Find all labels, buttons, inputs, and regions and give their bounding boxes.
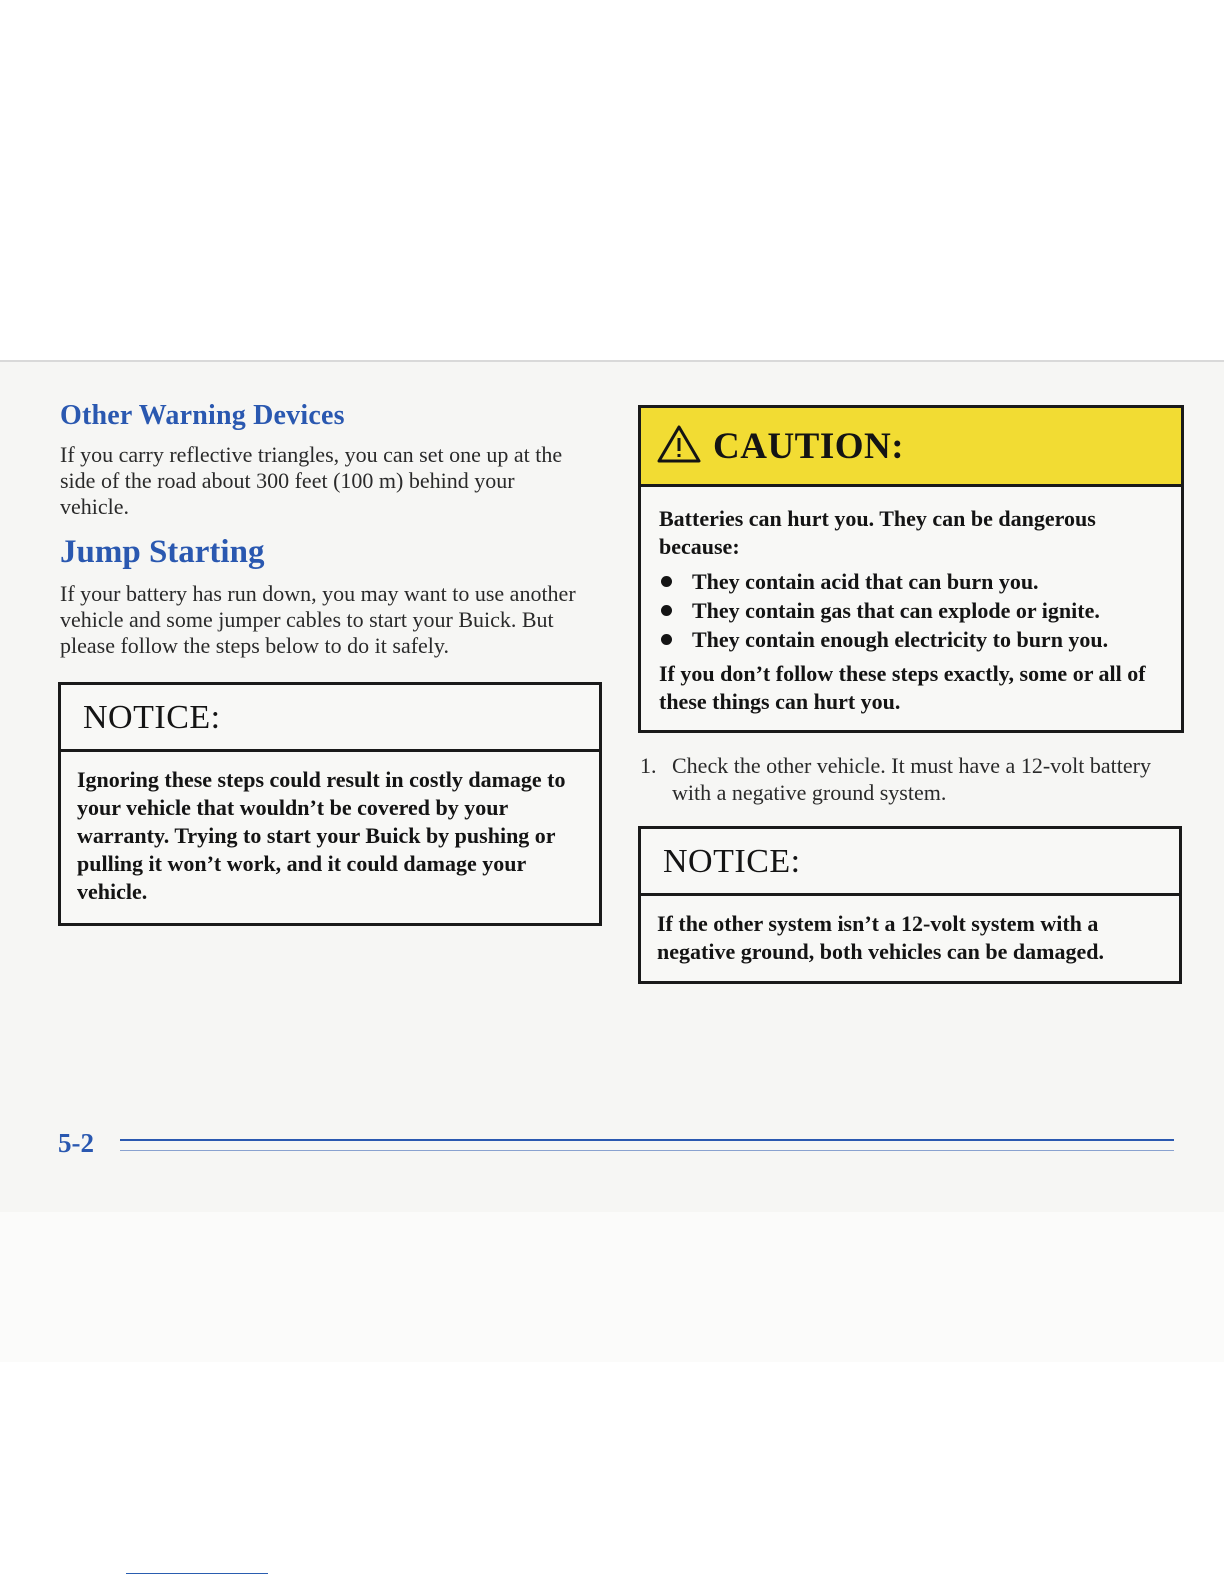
- bullet-dot-icon: [661, 634, 672, 645]
- notice-text-2: If the other system isn’t a 12-volt system with a negative ground, both vehicles can be damaged.: [657, 911, 1104, 964]
- bottom-rule: [126, 1573, 268, 1574]
- caution-bullet-item: [659, 625, 1163, 654]
- caution-body: [641, 487, 1181, 716]
- caution-box: [638, 405, 1184, 733]
- bullet-dot-icon: [661, 605, 672, 616]
- notice-box-1: [58, 682, 602, 926]
- jump-starting-text: If your battery has run down, you may want to use another vehicle and some jumper cables to start your Buick. But please follow the steps below to do it safely.: [60, 581, 576, 658]
- footer-rule: [120, 1139, 1174, 1141]
- caution-bullet-item: [659, 567, 1163, 596]
- caution-title: CAUTION:: [713, 425, 905, 467]
- step-number: 1.: [640, 753, 657, 778]
- notice-title-1: NOTICE:: [61, 685, 599, 752]
- caution-bullet-text: They contain gas that can explode or ignite.: [692, 597, 1100, 623]
- caution-closing: If you don’t follow these steps exactly, some or all of these things can hurt you.: [659, 661, 1146, 714]
- notice-text-1: Ignoring these steps could result in costly damage to your vehicle that wouldn’t be covered by your warranty. Trying to start your Buick by pushing or pulling it won’t work, and it could damage your vehicle.: [77, 767, 566, 904]
- step-1: [640, 752, 1160, 806]
- caution-intro: Batteries can hurt you. They can be dangerous because:: [659, 506, 1096, 559]
- bullet-dot-icon: [661, 576, 672, 587]
- lower-background: [0, 1212, 1224, 1362]
- caution-bullet-text: They contain acid that can burn you.: [692, 568, 1039, 594]
- step-text: Check the other vehicle. It must have a 12-volt battery with a negative ground system.: [672, 753, 1151, 805]
- left-column: [60, 400, 600, 659]
- footer-rule-thin: [120, 1150, 1174, 1151]
- caution-header: [641, 408, 1181, 487]
- caution-bullet-item: [659, 596, 1163, 625]
- warning-triangle-icon: [657, 424, 701, 469]
- notice-box-2: [638, 826, 1182, 984]
- caution-bullet-list: [659, 567, 1163, 654]
- notice-title-2: NOTICE:: [641, 829, 1179, 896]
- page-number: 5-2: [58, 1128, 94, 1158]
- caution-bullet-text: They contain enough electricity to burn you.: [692, 626, 1109, 652]
- jump-starting-heading: Jump Starting: [60, 534, 265, 570]
- other-warning-devices-text: If you carry reflective triangles, you can set one up at the side of the road about 300 feet (100 m) behind your vehicle.: [60, 442, 563, 519]
- other-warning-devices-heading: Other Warning Devices: [60, 400, 345, 431]
